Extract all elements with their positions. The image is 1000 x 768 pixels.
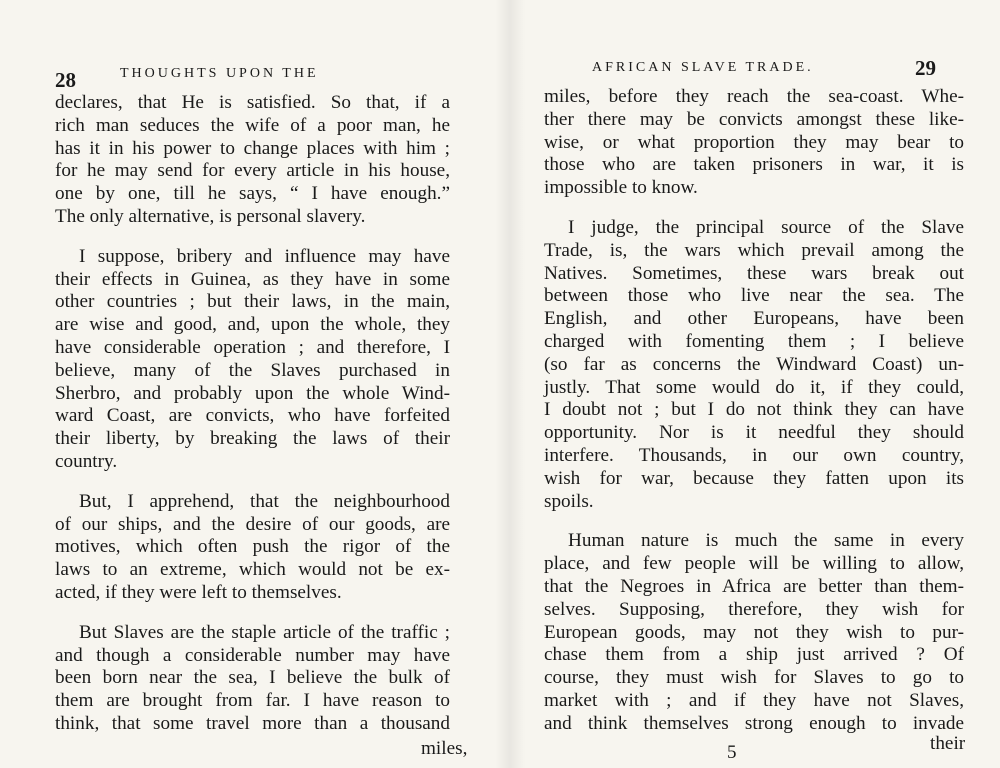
text-line: charged with fomenting them ; I believe [544, 330, 964, 352]
left-paragraph-4 [55, 622, 450, 736]
text-line: their liberty, by breaking the laws of their [55, 428, 450, 450]
text-line: those who are taken prisoners in war, it is [544, 154, 964, 176]
right-paragraph-2 [544, 217, 964, 513]
text-line: wise, or what proportion they may bear to [544, 131, 964, 153]
right-page-number: 29 [915, 56, 936, 80]
left-page-text [55, 92, 450, 753]
text-line: that the Negroes in Africa are better than them- [544, 575, 964, 597]
text-line: have considerable operation ; and therefore, I [55, 336, 450, 358]
text-line: selves. Supposing, therefore, they wish for [544, 598, 964, 620]
text-line: laws to an extreme, which would not be ex- [55, 559, 450, 581]
text-line: rich man seduces the wife of a poor man, he [55, 114, 450, 136]
text-line: opportunity. Nor is it needful they should [544, 422, 964, 444]
text-line: The only alternative, is personal slavery. [55, 205, 366, 227]
text-line: other countries ; but their laws, in the main, [55, 291, 450, 313]
text-line: are wise and good, and, upon the whole, they [55, 314, 450, 336]
text-line: But Slaves are the staple article of the traffic ; [79, 621, 450, 643]
text-line: Trade, is, the wars which prevail among the [544, 239, 964, 261]
text-line: European goods, may not they wish to pur- [544, 621, 964, 643]
text-line: for he may send for every article in his house, [55, 160, 450, 182]
text-line: been born near the sea, I believe the bulk of [55, 667, 450, 689]
text-line: English, and other Europeans, have been [544, 308, 964, 330]
text-line: ther there may be convicts amongst these like- [544, 108, 964, 130]
left-page-number: 28 [55, 68, 76, 92]
text-line: course, they must wish for Slaves to go to [544, 667, 964, 689]
right-running-head: AFRICAN SLAVE TRADE. [592, 60, 814, 75]
text-line: (so far as concerns the Windward Coast) un- [544, 353, 964, 375]
text-line: believe, many of the Slaves purchased in [55, 359, 450, 381]
right-paragraph-1 [544, 86, 964, 200]
text-line: and think themselves strong enough to invade [544, 712, 964, 734]
text-line: chase them from a ship just arrived ? Of [544, 644, 964, 666]
text-line: one by one, till he says, “ I have enough.” [55, 183, 450, 205]
text-line: between those who live near the sea. The [544, 285, 964, 307]
text-line: impossible to know. [544, 177, 698, 199]
text-line: country. [55, 450, 118, 472]
text-line: motives, which often push the rigor of the [55, 536, 450, 558]
left-running-head: THOUGHTS UPON THE [120, 66, 319, 81]
text-line: has it in his power to change places with him ; [55, 137, 450, 159]
text-line: interfere. Thousands, in our own country, [544, 444, 964, 466]
text-line: place, and few people will be willing to allow, [544, 553, 964, 575]
left-paragraph-2 [55, 246, 450, 474]
text-line: Human nature is much the same in every [568, 530, 964, 552]
text-line: spoils. [544, 490, 594, 512]
text-line: I suppose, bribery and influence may have [79, 245, 450, 267]
text-line: wish for war, because they fatten upon its [544, 467, 964, 489]
text-line: I doubt not ; but I do not think they can have [544, 399, 964, 421]
text-line: Natives. Sometimes, these wars break out [544, 262, 964, 284]
text-line: and though a considerable number may have [55, 644, 450, 666]
text-line: them are brought from far. I have reason to [55, 690, 450, 712]
left-catchword: miles, [421, 738, 468, 759]
right-catchword: their [930, 733, 966, 754]
text-line: But, I apprehend, that the neighbourhood [79, 490, 450, 512]
text-line: their effects in Guinea, as they have in some [55, 268, 450, 290]
text-line: market with ; and if they have not Slaves, [544, 689, 964, 711]
right-paragraph-3 [544, 530, 964, 735]
text-line: acted, if they were left to themselves. [55, 581, 342, 603]
text-line: miles, before they reach the sea-coast. Whe- [544, 86, 964, 107]
text-line: Sherbro, and probably upon the whole Wind- [55, 382, 450, 404]
right-page [520, 0, 1000, 768]
text-line: think, that some travel more than a thousand [55, 712, 450, 734]
text-line: ward Coast, are convicts, who have forfeited [55, 405, 450, 427]
text-line: justly. That some would do it, if they could, [544, 376, 964, 398]
text-line: declares, that He is satisfied. So that, if a [55, 92, 450, 113]
text-line: I judge, the principal source of the Slave [568, 216, 964, 238]
right-page-text [544, 86, 964, 753]
text-line: of our ships, and the desire of our goods, are [55, 513, 450, 535]
left-paragraph-3 [55, 491, 450, 605]
left-paragraph-1 [55, 92, 450, 229]
signature-mark: 5 [727, 742, 737, 763]
